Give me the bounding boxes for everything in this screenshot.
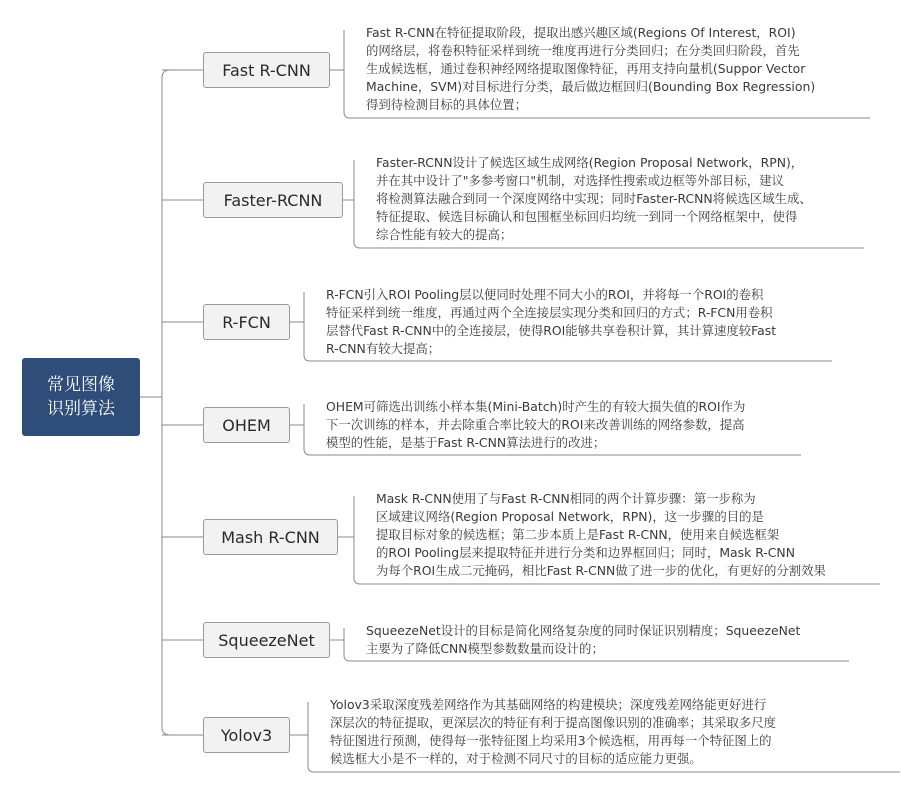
description-line: 为每个ROI生成二元掩码，相比Fast R-CNN做了进一步的优化，有更好的分割效果: [376, 563, 826, 578]
description-text: [376, 490, 826, 580]
description-line: 层替代Fast R-CNN中的全连接层，使得ROI能够共享卷积计算，其计算速度较Fast: [326, 323, 777, 338]
description-line: OHEM可筛选出训练小样本集(Mini-Batch)时产生的有较大损失值的ROI作为: [326, 399, 746, 414]
description-line: Faster-RCNN设计了候选区域生成网络(Region Proposal Network，RPN)，: [376, 155, 804, 170]
description-line: 特征提取、候选目标确认和包围框坐标回归均统一到同一个网络框架中，使得: [376, 209, 798, 224]
description-text: [366, 24, 815, 114]
description-line: 模型的性能，是基于Fast R-CNN算法进行的改进；: [326, 435, 606, 450]
description-line: 下一次训练的样本，并去除重合率比较大的ROI来改善训练的网络参数，提高: [326, 417, 745, 432]
description-line: 的ROI Pooling层来提取特征并进行分类和边界框回归；同时，Mask R-CNN: [376, 545, 795, 560]
topic-node[interactable]: Yolov3: [203, 717, 290, 753]
topic-node[interactable]: Faster-RCNN: [203, 182, 343, 218]
description-line: 特征采样到统一维度，再通过两个全连接层实现分类和回归的方式；R-FCN用卷积: [326, 305, 773, 320]
description-text: [326, 286, 776, 358]
description-line: Mask R-CNN使用了与Fast R-CNN相同的两个计算步骤：第一步称为: [376, 491, 756, 506]
topic-node[interactable]: Mash R-CNN: [203, 519, 338, 555]
description-line: 提取目标对象的候选框；第二步本质上是Fast R-CNN，使用来自候选框架: [376, 527, 780, 542]
description-text: [326, 398, 745, 452]
description-line: 综合性能有较大的提高；: [376, 227, 513, 242]
description-text: [366, 622, 800, 658]
description-line: R-FCN引入ROI Pooling层以便同时处理不同大小的ROI，并将每一个ROI的卷积: [326, 287, 764, 302]
description-text: [376, 154, 812, 244]
description-line: 特征图进行预测，使得每一张特征图上均采用3个候选框，用再每一个特征图上的: [330, 733, 772, 748]
trunk-line: [162, 70, 170, 735]
root-label: 常见图像 识别算法: [47, 375, 115, 419]
topic-node[interactable]: SqueezeNet: [203, 622, 330, 658]
description-line: SqueezeNet设计的目标是简化网络复杂度的同时保证识别精度；SqueezeNet: [366, 623, 801, 638]
root-node[interactable]: [22, 358, 140, 436]
description-line: 区域建议网络(Region Proposal Network，RPN)，这一步骤的目的是: [376, 509, 764, 524]
description-line: 生成候选框，通过卷积神经网络提取图像特征，再用支持向量机(Suppor Vector: [366, 61, 806, 76]
description-line: 的网络层，将卷积特征采样到统一维度再进行分类回归；在分类回归阶段，首先: [366, 43, 800, 58]
description-line: 将检测算法融合到同一个深度网络中实现；同时Faster-RCNN将候选区域生成、: [376, 191, 812, 206]
description-line: 深层次的特征提取，更深层次的特征有利于提高图像识别的准确率；其采取多尺度: [330, 715, 777, 730]
topic-node[interactable]: R-FCN: [203, 304, 290, 340]
description-line: Machine，SVM)对目标进行分类，最后做边框回归(Bounding Box Regression): [366, 79, 816, 94]
description-text: [330, 696, 776, 768]
description-line: 并在其中设计了"多参考窗口"机制，对选择性搜索或边框等外部目标，建议: [376, 173, 784, 188]
description-line: 得到待检测目标的具体位置；: [366, 97, 528, 112]
description-line: 候选框大小是不一样的，对于检测不同尺寸的目标的适应能力更强。: [330, 751, 702, 766]
topic-node[interactable]: Fast R-CNN: [203, 52, 330, 88]
description-line: R-CNN有较大提高；: [326, 341, 441, 356]
description-line: 主要为了降低CNN模型参数数量而设计的；: [366, 641, 604, 656]
description-line: Yolov3采取深度残差网络作为其基础网络的构建模块；深度残差网络能更好进行: [330, 697, 767, 712]
description-line: Fast R-CNN在特征提取阶段，提取出感兴趣区域(Regions Of Interest，ROI): [366, 25, 796, 40]
topic-node[interactable]: OHEM: [203, 407, 290, 443]
